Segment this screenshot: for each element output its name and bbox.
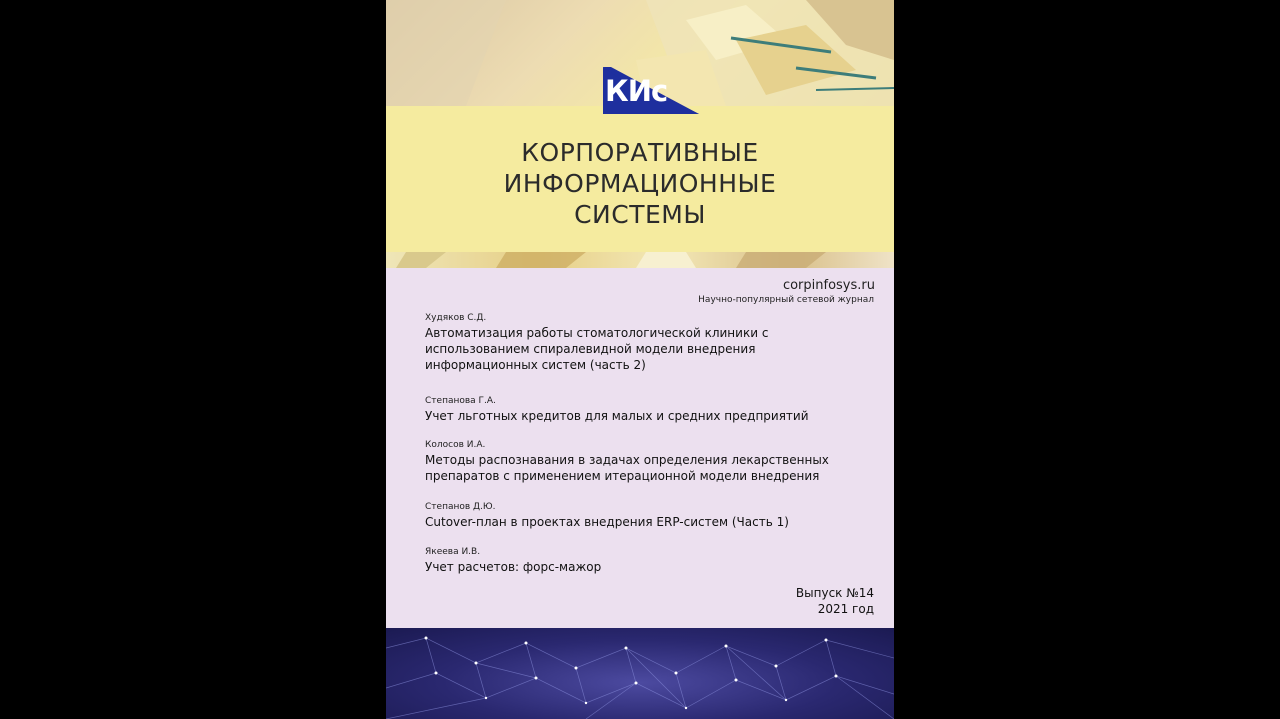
article-list [425,312,875,575]
article-item [425,439,875,501]
article-author: Степанова Г.А. [425,396,496,406]
issue-info [796,585,874,617]
site-url: corpinfosys.ru [782,278,875,293]
article-title-line: Методы распознавания в задачах определения лекарственных [425,453,829,467]
article-title-line: препаратов с применением итерационной модели внедрения [425,469,820,483]
article-title [425,514,875,530]
article-title-line: информационных систем (часть 2) [425,358,646,372]
article-author: Степанов Д.Ю. [425,502,496,512]
journal-tagline: Научно-популярный сетевой журнал [698,295,874,305]
article-item [425,395,875,439]
journal-title [386,137,894,230]
article-title-line: Cutover-план в проектах внедрения ERP-систем (Часть 1) [425,515,789,529]
article-item [425,501,875,546]
article-title-line: Автоматизация работы стоматологической клиники с [425,326,769,340]
journal-cover [386,0,894,719]
logo-text: КИс [605,74,668,108]
title-line: СИСТЕМЫ [574,200,706,229]
issue-number: Выпуск №14 [795,586,874,600]
article-title [425,408,875,424]
issue-year: 2021 год [817,602,874,616]
title-line: ИНФОРМАЦИОННЫЕ [503,169,777,198]
article-title [425,559,875,575]
article-author: Якеева И.В. [425,547,481,557]
article-author: Колосов И.А. [425,440,486,450]
title-line: КОРПОРАТИВНЫЕ [521,138,759,167]
decorative-strip [386,252,894,268]
network-artwork [386,628,894,719]
article-title-line: Учет расчетов: форс-мажор [425,560,602,574]
article-title-line: использованием спиралевидной модели внедрения [425,342,756,356]
article-title-line: Учет льготных кредитов для малых и средних предприятий [425,409,809,423]
article-title [425,452,875,484]
article-author: Худяков С.Д. [425,313,487,323]
article-title [425,325,875,373]
article-item [425,312,875,395]
article-item [425,546,875,575]
